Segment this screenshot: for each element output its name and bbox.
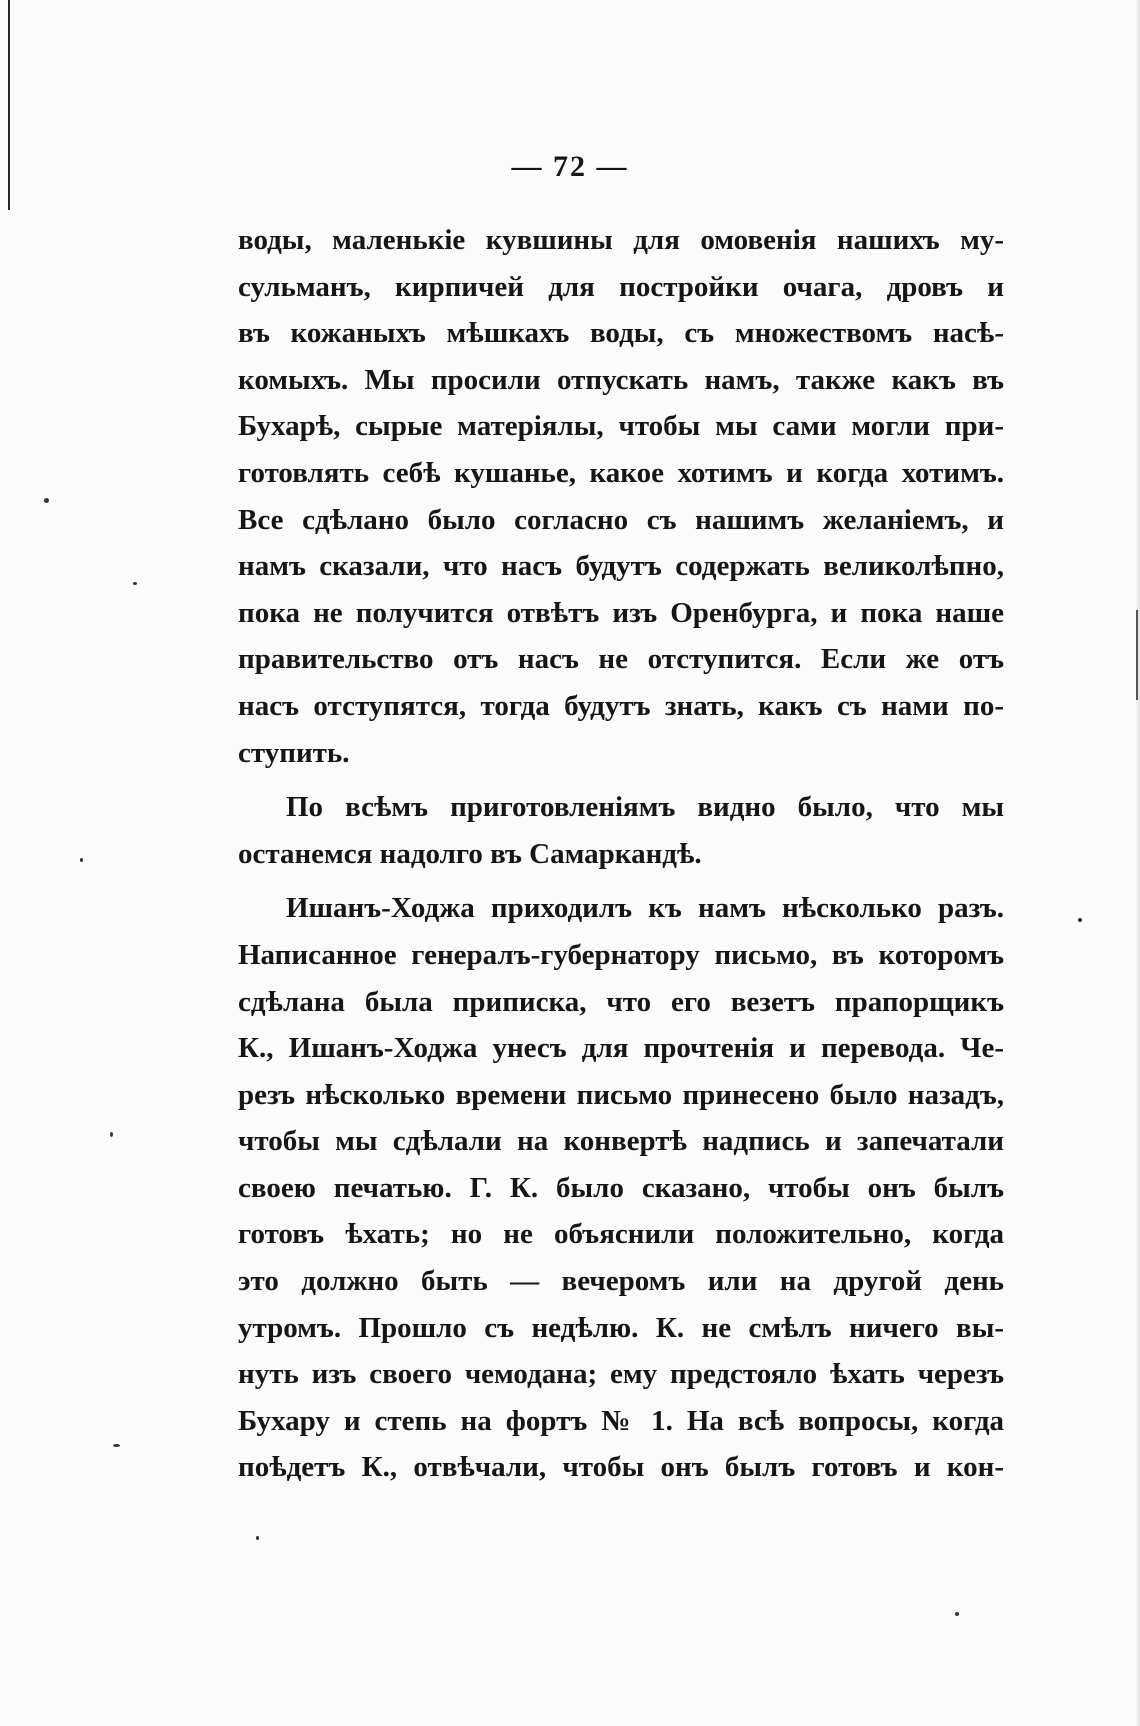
- text-line: резъ нѣсколько времени письмо принесено было назадъ,: [238, 1078, 1004, 1111]
- text-line: своею печатью. Г. К. было сказано, чтобы онъ былъ: [238, 1171, 1004, 1204]
- text-line: нуть изъ своего чемодана; ему предстояло ѣхать черезъ: [238, 1358, 1004, 1391]
- scan-speck: [133, 582, 137, 585]
- text-line: сульманъ, кирпичей для постройки очага, дровъ и: [238, 270, 1004, 303]
- text-line: пока не получится отвѣтъ изъ Оренбурга, и пока наше: [238, 596, 1004, 629]
- text-line: правительство отъ насъ не отступится. Если же отъ: [238, 643, 1004, 676]
- text-line: Написанное генералъ-губернатору письмо, въ которомъ: [238, 938, 1004, 971]
- scan-speck: [955, 1612, 959, 1616]
- scan-edge-mark: [1136, 610, 1138, 700]
- scan-speck: [44, 498, 49, 503]
- text-line: ступить.: [238, 736, 350, 769]
- paragraph: [238, 784, 1004, 877]
- text-line: готовъ ѣхать; но не объяснили положительно, когда: [238, 1218, 1004, 1251]
- text-line: сдѣлана была приписка, что его везетъ прапорщикъ: [238, 985, 1004, 1018]
- text-line: Все сдѣлано было согласно съ нашимъ желаніемъ, и: [238, 503, 1004, 536]
- text-line: это должно быть — вечеромъ или на другой день: [238, 1265, 1004, 1298]
- scan-speck: [110, 1132, 113, 1137]
- text-line: чтобы мы сдѣлали на конвертѣ надпись и запечатали: [238, 1125, 1004, 1158]
- text-line: намъ сказали, что насъ будутъ содержать великолѣпно,: [238, 550, 1004, 583]
- page-number: — 72 —: [511, 150, 629, 183]
- text-line: останемся надолго въ Самаркандѣ.: [238, 837, 702, 870]
- text-line: Бухарѣ, сырые матеріялы, чтобы мы сами могли при-: [238, 410, 1004, 443]
- body-text: [238, 217, 1004, 1491]
- text-line: комыхъ. Мы просили отпускать намъ, также какъ въ: [238, 363, 1004, 396]
- text-line: По всѣмъ приготовленіямъ видно было, что мы: [286, 791, 1004, 824]
- text-line: поѣдетъ К., отвѣчали, чтобы онъ былъ готовъ и кон-: [238, 1451, 1004, 1484]
- scan-speck: [113, 1444, 120, 1447]
- paragraph: [238, 217, 1004, 776]
- text-line: утромъ. Прошло съ недѣлю. К. не смѣлъ ничего вы-: [238, 1311, 1004, 1344]
- scan-speck: [256, 1536, 259, 1540]
- text-line: готовлять себѣ кушанье, какое хотимъ и когда хотимъ.: [238, 456, 1004, 489]
- text-line: въ кожаныхъ мѣшкахъ воды, съ множествомъ насѣ-: [238, 317, 1004, 350]
- text-line: воды, маленькіе кувшины для омовенія нашихъ му-: [238, 224, 1004, 256]
- scan-speck: [80, 858, 83, 862]
- paragraph: [238, 885, 1004, 1491]
- text-line: К., Ишанъ-Ходжа унесъ для прочтенія и перевода. Че-: [238, 1032, 1004, 1065]
- text-line: Ишанъ-Ходжа приходилъ къ намъ нѣсколько разъ.: [286, 892, 1004, 925]
- scan-speck: [1078, 918, 1082, 922]
- text-line: Бухару и степь на фортъ № 1. На всѣ вопросы, когда: [238, 1404, 1004, 1437]
- text-line: насъ отступятся, тогда будутъ знать, какъ съ нами по-: [238, 689, 1004, 722]
